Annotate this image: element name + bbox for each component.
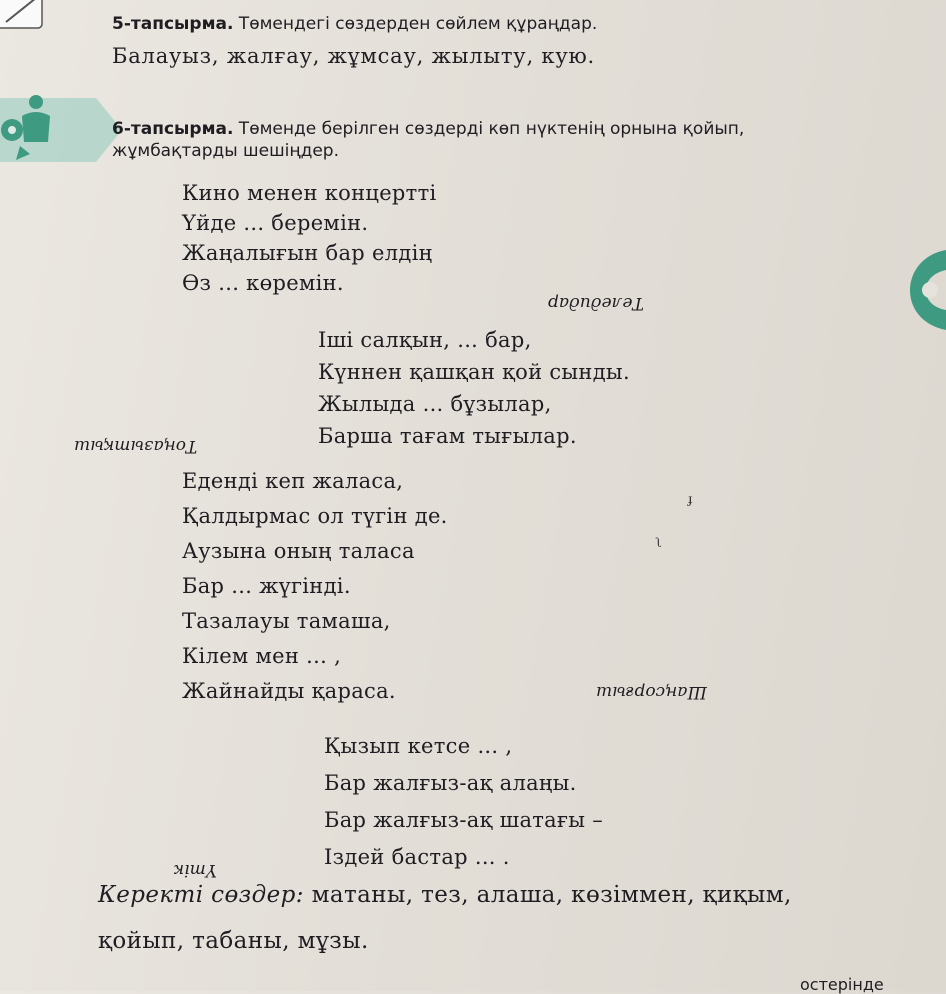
task6-instruction-cont: жұмбақтарды шешіңдер. bbox=[112, 141, 339, 161]
riddle-1 bbox=[182, 178, 437, 298]
riddle-line: Аузына оның таласа bbox=[182, 539, 415, 563]
riddle-3-answer: Шаңсорғыш bbox=[596, 682, 707, 702]
page-corner-swirl bbox=[890, 250, 946, 340]
riddle-line: Барша тағам тығылар. bbox=[318, 424, 577, 448]
needed-words-list-cont: қойып, табаны, мұзы. bbox=[98, 928, 369, 954]
needed-words bbox=[98, 872, 792, 964]
task5-instruction: Төмендегі сөздерден сөйлем құраңдар. bbox=[233, 14, 598, 34]
riddle-2 bbox=[318, 324, 630, 452]
needed-words-label: Керекті сөздер: bbox=[98, 882, 304, 908]
riddle-line: Жаңалығын бар елдің bbox=[182, 241, 433, 265]
riddle-line: Қалдырмас ол түгін де. bbox=[182, 504, 448, 528]
pencil-mark: ʅ bbox=[656, 536, 663, 551]
riddle-1-answer: Теледидар bbox=[548, 293, 644, 313]
footer-fragment: остерінде bbox=[800, 975, 884, 994]
task5-label: 5-тапсырма. bbox=[112, 14, 234, 34]
riddle-3 bbox=[182, 464, 448, 709]
riddle-line: Бар ... жүгінді. bbox=[182, 574, 351, 598]
riddle-line: Тазалауы тамаша, bbox=[182, 609, 391, 633]
riddle-line: Іздей бастар ... . bbox=[324, 845, 510, 869]
task6-label: 6-тапсырма. bbox=[112, 119, 234, 139]
riddle-line: Үйде ... беремін. bbox=[182, 211, 369, 235]
riddle-line: Еденді кеп жаласа, bbox=[182, 469, 404, 493]
riddle-line: Бар жалғыз-ақ шатағы – bbox=[324, 808, 604, 832]
task5-icon bbox=[0, 0, 52, 32]
riddle-line: Қызып кетсе ... , bbox=[324, 734, 513, 758]
riddle-line: Кілем мен ... , bbox=[182, 644, 342, 668]
riddle-line: Күннен қашқан қой сынды. bbox=[318, 360, 630, 384]
riddle-line: Жылыда ... бұзылар, bbox=[318, 392, 552, 416]
pencil-mark: ɟ bbox=[688, 492, 693, 507]
riddle-line: Кино менен концертті bbox=[182, 181, 437, 205]
riddle-4 bbox=[324, 728, 603, 876]
task6-heading bbox=[112, 118, 744, 162]
riddle-4-answer: Үтік bbox=[174, 860, 217, 880]
task6-instruction: Төменде берілген сөздерді көп нүктенің орнына қойып, bbox=[233, 119, 745, 139]
task5-heading bbox=[112, 14, 597, 34]
riddle-2-answer: Тоңазытқыш bbox=[74, 436, 198, 456]
riddle-line: Бар жалғыз-ақ алаңы. bbox=[324, 771, 577, 795]
needed-words-list: матаны, тез, алаша, көзіммен, қиқым, bbox=[303, 882, 792, 908]
task5-words: Балауыз, жалғау, жұмсау, жылыту, кую. bbox=[112, 44, 596, 68]
riddle-line: Жайнайды қараса. bbox=[182, 679, 396, 703]
task6-icon bbox=[0, 90, 130, 170]
riddle-line: Іші салқын, ... бар, bbox=[318, 328, 532, 352]
riddle-line: Өз ... көремін. bbox=[182, 271, 344, 295]
